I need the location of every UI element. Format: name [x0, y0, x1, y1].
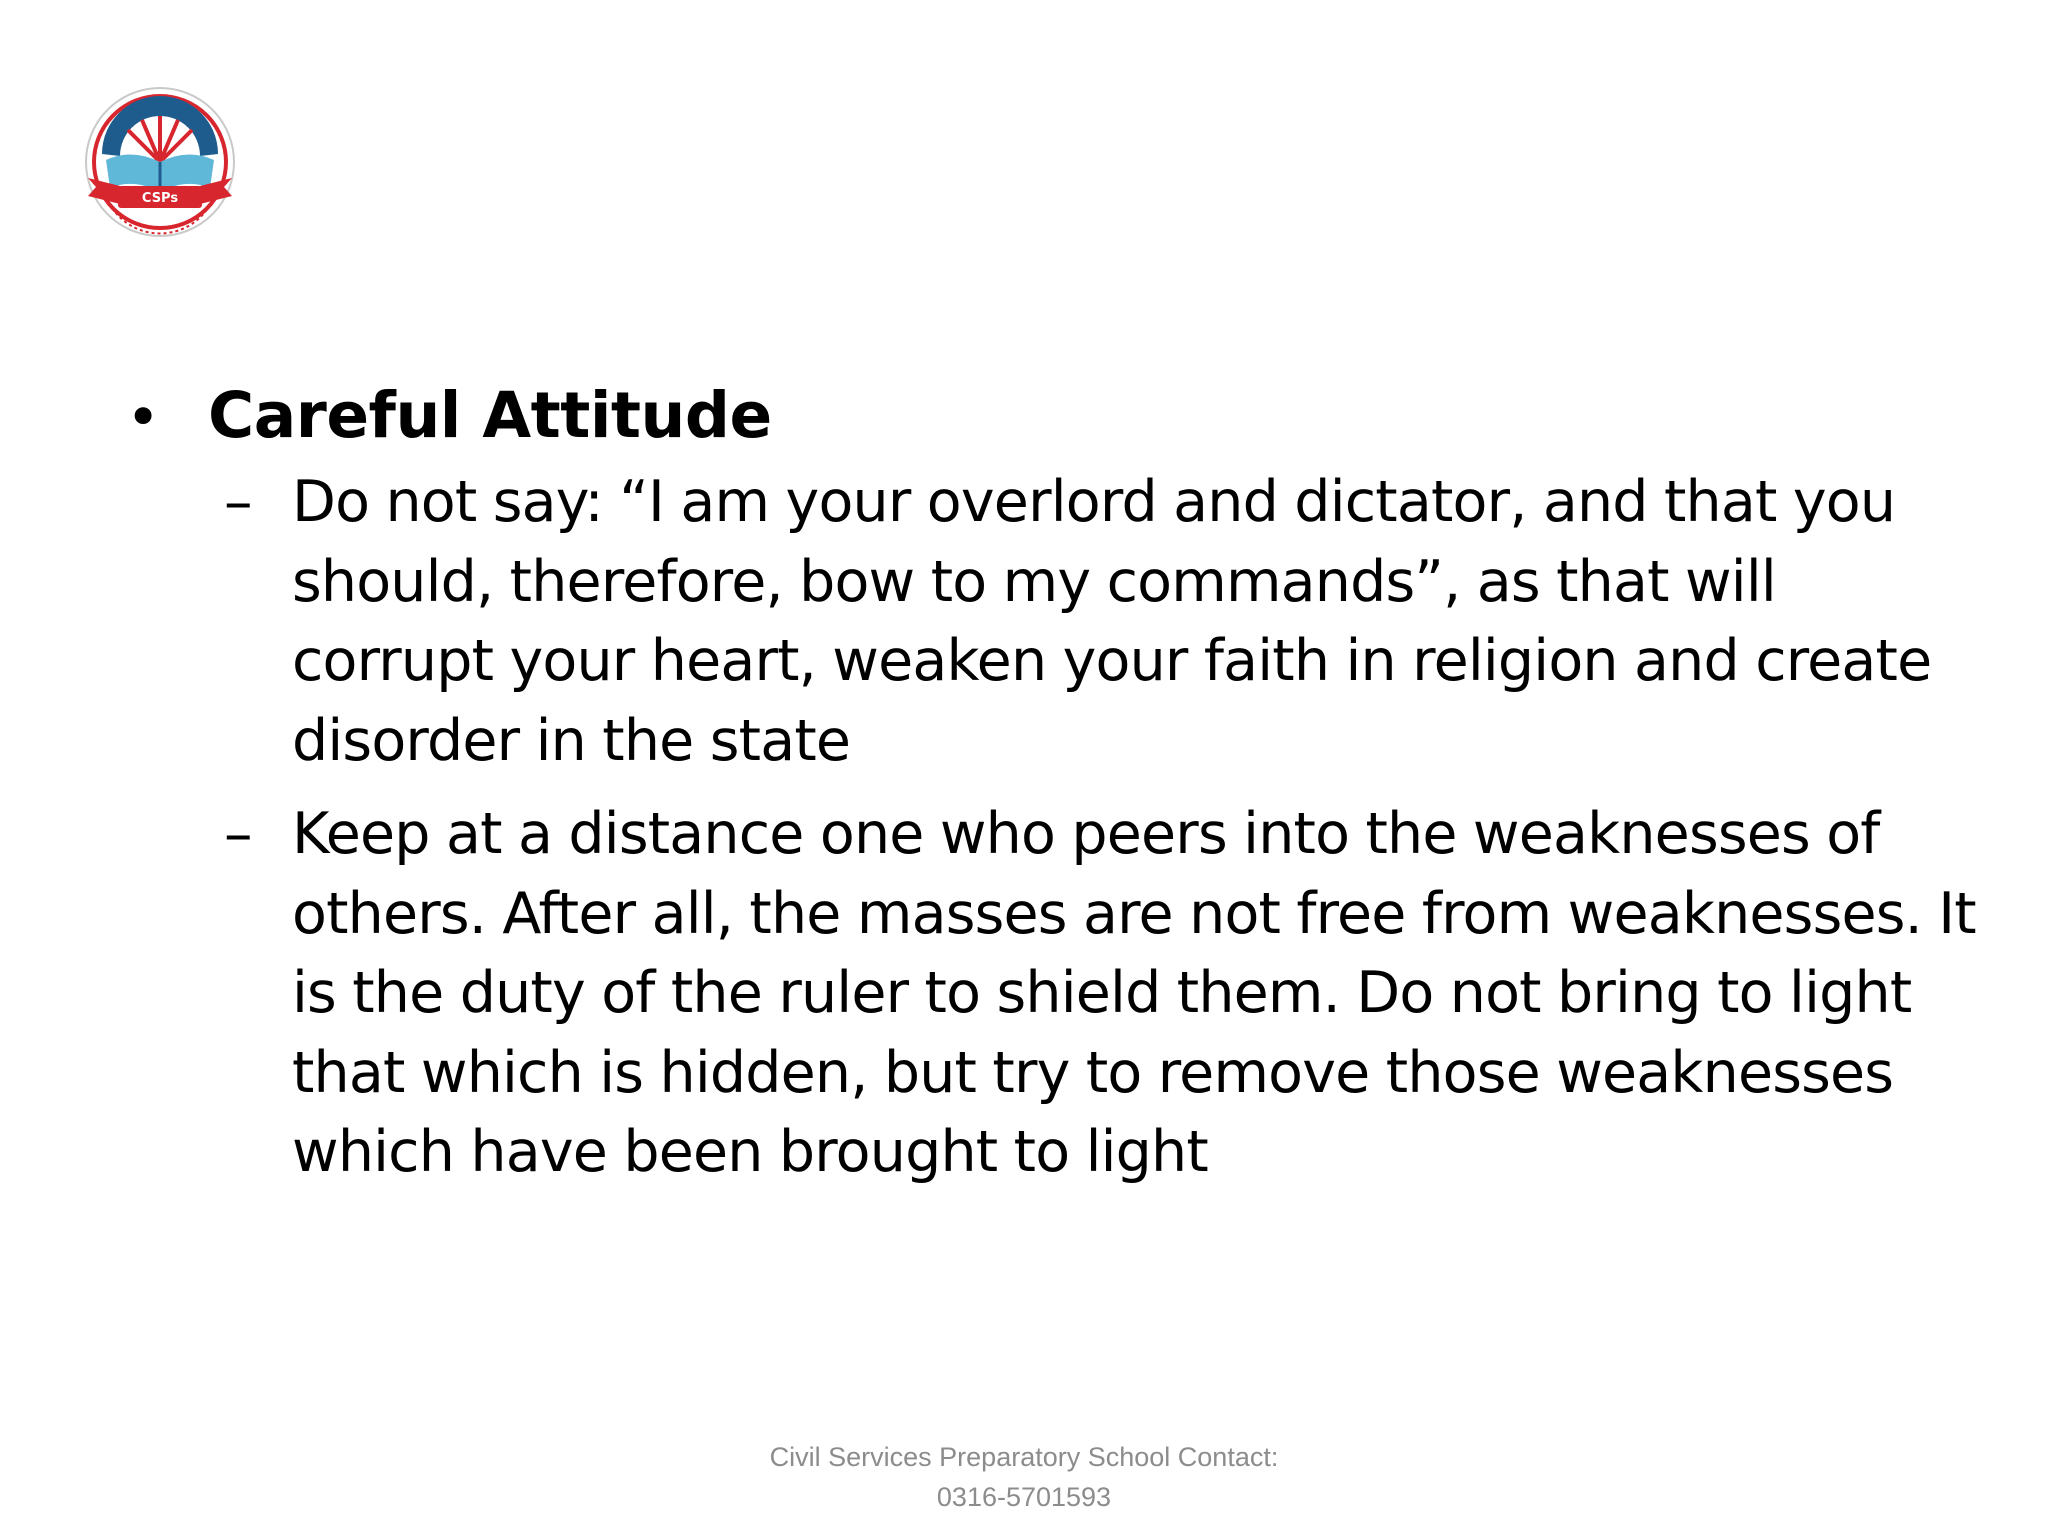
slide-content — [120, 370, 1980, 1207]
logo-banner-text: CSPs — [141, 191, 179, 206]
slide-heading: Careful Attitude — [208, 379, 772, 452]
sub-point-2 — [224, 795, 1980, 1193]
dash-marker: – — [224, 801, 253, 867]
sub-point-1 — [224, 463, 1980, 781]
sub-points-list — [120, 463, 1980, 1193]
dash-marker: – — [224, 469, 253, 535]
sub-point-text: Keep at a distance one who peers into the weaknesses of others. After all, the masses are not free from weaknesses. It is the duty of the ruler to shield them. Do not bring to light that which is hidden, but try to remove those weaknesses which have been brought to light — [292, 801, 1976, 1185]
heading-bullet-row — [120, 370, 1980, 463]
school-seal-icon — [72, 82, 248, 242]
bullet-marker: • — [126, 383, 161, 451]
slide-footer — [724, 1437, 1324, 1517]
sub-point-text: Do not say: “I am your overlord and dictator, and that you should, therefore, bow to my commands”, as that will corrupt your heart, weaken your faith in religion and create disorder in the state — [292, 469, 1932, 774]
footer-line-phone: 0316-5701593 — [936, 1482, 1112, 1512]
footer-line-school: Civil Services Preparatory School Contact: — [769, 1442, 1279, 1472]
school-logo — [72, 82, 248, 242]
